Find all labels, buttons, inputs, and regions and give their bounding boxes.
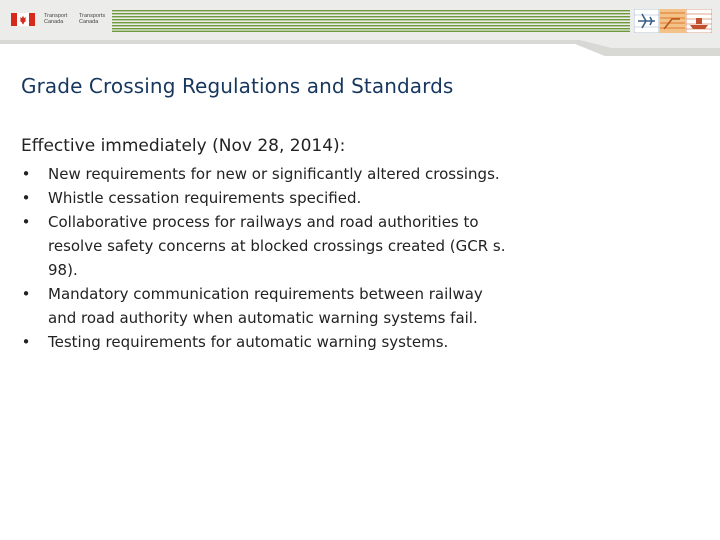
transport-mode-icons — [634, 9, 712, 33]
ship-icon — [686, 9, 712, 33]
wordmark-fr-line2: Canada — [79, 19, 99, 25]
wordmark-french — [79, 13, 105, 25]
railway-icon — [660, 9, 685, 33]
list-item-text: Whistle cessation requirements specified. — [48, 189, 362, 207]
list-item — [21, 282, 511, 330]
wordmark-en-line1: Transport — [44, 13, 68, 19]
list-item-text: Collaborative process for railways and road authorities to resolve safety concerns at blocked crossings created (GCR s. 98). — [48, 213, 506, 279]
list-item — [21, 186, 511, 210]
list-item — [21, 330, 511, 354]
bullet-icon: • — [21, 333, 31, 351]
header-banner — [0, 0, 720, 56]
bullet-icon: • — [21, 213, 31, 231]
wordmark-en-line2: Canada — [44, 19, 64, 25]
list-item-text: Testing requirements for automatic warning systems. — [48, 333, 449, 351]
bullet-icon: • — [21, 165, 31, 183]
canada-flag-icon — [11, 13, 35, 26]
wordmark-fr-line1: Transports — [79, 13, 106, 19]
bullet-icon: • — [21, 285, 31, 303]
requirements-list — [21, 162, 511, 354]
effective-date-heading: Effective immediately (Nov 28, 2014): — [21, 136, 346, 156]
list-item-text: Mandatory communication requirements between railway and road authority when automatic warning systems fail. — [48, 285, 483, 327]
wordmark-english — [44, 13, 67, 25]
bullet-icon: • — [21, 189, 31, 207]
slide-title: Grade Crossing Regulations and Standards — [21, 74, 454, 98]
list-item — [21, 162, 511, 186]
list-item-text: New requirements for new or significantly altered crossings. — [48, 165, 500, 183]
green-stripes-decoration — [112, 10, 630, 32]
list-item — [21, 210, 511, 282]
airplane-icon — [634, 9, 659, 33]
